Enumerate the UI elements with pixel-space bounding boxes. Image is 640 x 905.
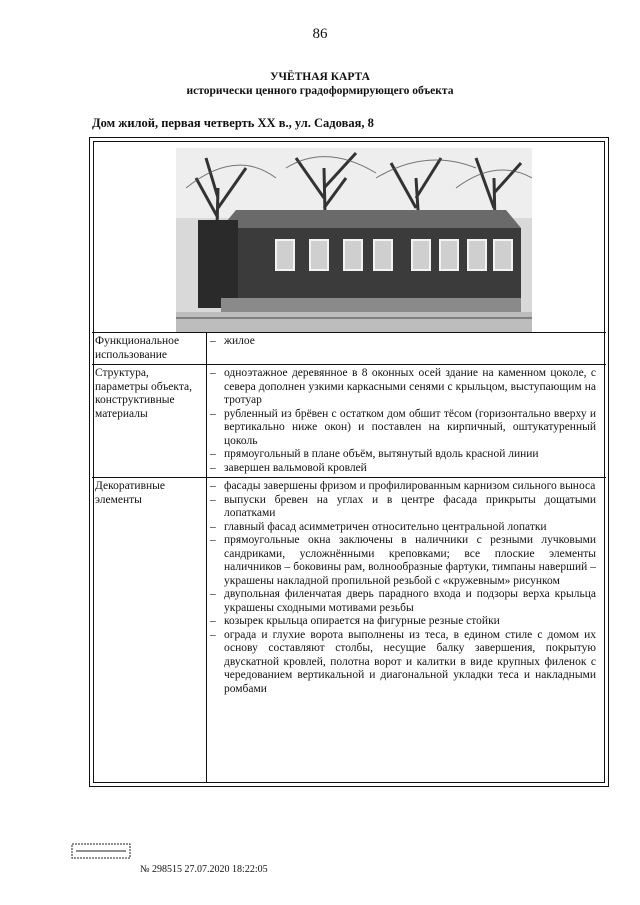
property-item: – завершен вальмовой кровлей [210, 462, 596, 476]
property-item: – рубленный из брёвен с остатком дом обшит тёсом (горизонтально вверху и вертикально ниже окон) и поставлен на кирпичный, оштукатуренный цоколь [210, 408, 596, 449]
footer-registration: 298515 27.07.2020 18:22:05 [152, 864, 268, 875]
property-label: Декоративные элементы [92, 478, 207, 783]
property-label: Структура, параметры объекта, конструктивные материалы [92, 365, 207, 478]
property-row [92, 333, 606, 365]
page-number: 86 [312, 26, 328, 42]
title-line-1: УЧЁТНАЯ КАРТА [270, 71, 370, 83]
property-values [207, 365, 607, 478]
property-values [207, 333, 607, 365]
property-item: – фасады завершены фризом и профилированным карнизом сильного выноса [210, 480, 596, 494]
stamp-mark [70, 840, 132, 862]
property-row [92, 478, 606, 783]
property-item: – выпуски бревен на углах и в центре фасада прикрыты дощатыми лопатками [210, 494, 596, 521]
property-item: – главный фасад асимметричен относительно центральной лопатки [210, 521, 596, 535]
object-heading: Дом жилой, первая четверть XX в., ул. Садовая, 8 [92, 116, 374, 130]
property-item: – двупольная филенчатая дверь парадного входа и подзоры верха крыльца украшены сходными мотивами резьбы [210, 588, 596, 615]
property-item: – ограда и глухие ворота выполнены из теса, в едином стиле с домом их основу составляют столбы, несущие балку завершения, покрытую двускатной кровлей, полотна ворот и калитки в виде крупных филенок с чередованием вертикальной и диагональной укладки теса и накладными ромбами [210, 629, 596, 697]
property-item: – одноэтажное деревянное в 8 оконных осей здание на каменном цоколе, с севера дополнен узкими каркасными сенями с крыльцом, выступающим на тротуар [210, 367, 596, 408]
property-item: – прямоугольный в плане объём, вытянутый вдоль красной линии [210, 448, 596, 462]
property-item: – козырек крыльца опирается на фигурные резные стойки [210, 615, 596, 629]
title-line-2: исторически ценного градоформирующего объекта [186, 85, 454, 97]
document-title [0, 70, 640, 98]
property-item: – жилое [210, 335, 596, 349]
properties-table [92, 332, 606, 782]
footer-number-sign: № [140, 864, 150, 875]
property-item: – прямоугольные окна заключены в наличники с резными лучковыми сандриками, усложнёнными креповками; все плоские элементы наличников – боковины рам, волнообразные фартуки, тимпаны наверший – украшены накладной пропильной резьбой с «кружевным» рисунком [210, 534, 596, 588]
property-row [92, 365, 606, 478]
property-values [207, 478, 607, 783]
document-footer [140, 864, 268, 875]
house-photo [176, 148, 532, 332]
property-label: Функциональное использование [92, 333, 207, 365]
